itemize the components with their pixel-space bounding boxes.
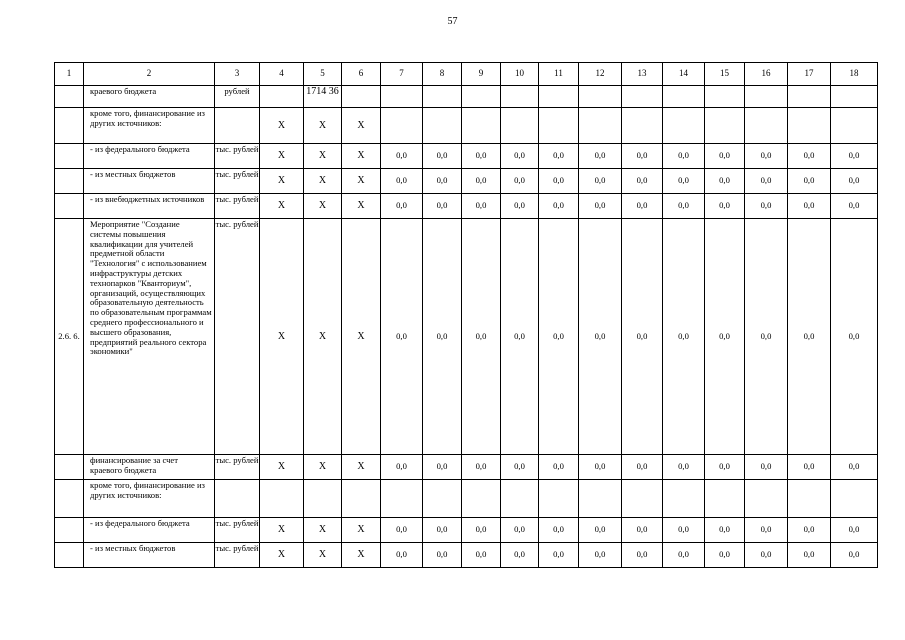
value-cell: 0,0 bbox=[501, 518, 539, 543]
value-cell: 0,0 bbox=[831, 194, 878, 219]
value-cell: 0,0 bbox=[423, 144, 462, 169]
header-cell: 6 bbox=[342, 63, 381, 86]
header-cell: 17 bbox=[788, 63, 831, 86]
table-row bbox=[55, 144, 878, 169]
item-name-cell: кроме того, финансирование из других источников: bbox=[84, 480, 215, 518]
table-row bbox=[55, 480, 878, 518]
col4-cell: X bbox=[260, 455, 304, 480]
header-cell: 7 bbox=[381, 63, 423, 86]
item-name-cell: - из федерального бюджета bbox=[84, 144, 215, 169]
item-code-cell bbox=[55, 543, 84, 568]
value-cell: 0,0 bbox=[663, 543, 705, 568]
value-cell: 0,0 bbox=[663, 219, 705, 455]
unit-cell: тыс. рублей bbox=[215, 144, 260, 169]
item-code-cell: 2.6. 6. bbox=[55, 219, 84, 455]
item-name-cell: Мероприятие "Создание системы повышения квалификации для учителей предметной области "Технология" с использованием инфраструктуры детских технопарков "Кванториум", организаций, осуществляющих образовательную деятельность по образовательным программам среднего профессионального и высшего образования, предприятий реального сектора экономики" bbox=[84, 219, 215, 455]
value-cell: 0,0 bbox=[462, 518, 501, 543]
header-cell: 12 bbox=[579, 63, 622, 86]
col5-cell: X bbox=[304, 169, 342, 194]
col6-cell: X bbox=[342, 455, 381, 480]
value-cell bbox=[539, 86, 579, 108]
value-cell: 0,0 bbox=[423, 194, 462, 219]
header-cell: 3 bbox=[215, 63, 260, 86]
item-code-cell bbox=[55, 144, 84, 169]
value-cell: 0,0 bbox=[663, 194, 705, 219]
value-cell: 0,0 bbox=[622, 144, 663, 169]
value-cell: 0,0 bbox=[622, 194, 663, 219]
value-cell bbox=[622, 108, 663, 144]
value-cell: 0,0 bbox=[579, 543, 622, 568]
value-cell bbox=[539, 108, 579, 144]
value-cell: 0,0 bbox=[705, 518, 745, 543]
table-row bbox=[55, 518, 878, 543]
unit-cell: тыс. рублей bbox=[215, 169, 260, 194]
col6-cell: X bbox=[342, 169, 381, 194]
header-cell: 9 bbox=[462, 63, 501, 86]
value-cell: 0,0 bbox=[423, 518, 462, 543]
value-cell bbox=[423, 480, 462, 518]
value-cell bbox=[831, 86, 878, 108]
value-cell bbox=[745, 108, 788, 144]
col5-cell: X bbox=[304, 108, 342, 144]
value-cell bbox=[705, 86, 745, 108]
value-cell: 0,0 bbox=[831, 455, 878, 480]
value-cell: 0,0 bbox=[745, 194, 788, 219]
value-cell bbox=[462, 86, 501, 108]
unit-cell: тыс. рублей bbox=[215, 518, 260, 543]
value-cell bbox=[788, 108, 831, 144]
table-row bbox=[55, 86, 878, 108]
value-cell bbox=[381, 480, 423, 518]
value-cell: 0,0 bbox=[501, 455, 539, 480]
value-cell bbox=[381, 86, 423, 108]
value-cell bbox=[579, 108, 622, 144]
value-cell: 0,0 bbox=[831, 518, 878, 543]
item-code-cell bbox=[55, 86, 84, 108]
value-cell: 0,0 bbox=[539, 169, 579, 194]
item-name-cell: - из внебюджетных источников bbox=[84, 194, 215, 219]
col6-cell: X bbox=[342, 108, 381, 144]
value-cell: 0,0 bbox=[705, 194, 745, 219]
col4-cell: X bbox=[260, 543, 304, 568]
value-cell: 0,0 bbox=[705, 219, 745, 455]
item-code-cell bbox=[55, 518, 84, 543]
value-cell: 0,0 bbox=[501, 194, 539, 219]
item-name-cell: краевого бюджета bbox=[84, 86, 215, 108]
col4-cell bbox=[260, 86, 304, 108]
value-cell: 0,0 bbox=[622, 518, 663, 543]
value-cell: 0,0 bbox=[501, 543, 539, 568]
col6-cell: X bbox=[342, 194, 381, 219]
value-cell: 0,0 bbox=[622, 219, 663, 455]
value-cell bbox=[462, 108, 501, 144]
value-cell: 0,0 bbox=[381, 194, 423, 219]
header-cell: 4 bbox=[260, 63, 304, 86]
table-row bbox=[55, 169, 878, 194]
value-cell: 0,0 bbox=[579, 169, 622, 194]
value-cell: 0,0 bbox=[622, 169, 663, 194]
value-cell bbox=[501, 480, 539, 518]
col5-cell: X bbox=[304, 455, 342, 480]
value-cell: 0,0 bbox=[539, 219, 579, 455]
unit-cell bbox=[215, 108, 260, 144]
value-cell bbox=[831, 108, 878, 144]
value-cell: 0,0 bbox=[788, 219, 831, 455]
item-name-cell: - из федерального бюджета bbox=[84, 518, 215, 543]
header-cell: 5 bbox=[304, 63, 342, 86]
value-cell: 0,0 bbox=[745, 518, 788, 543]
table-row bbox=[55, 219, 878, 455]
col5-cell: X bbox=[304, 194, 342, 219]
col6-cell: X bbox=[342, 543, 381, 568]
value-cell: 0,0 bbox=[423, 219, 462, 455]
value-cell: 0,0 bbox=[831, 169, 878, 194]
table-row bbox=[55, 455, 878, 480]
value-cell: 0,0 bbox=[788, 194, 831, 219]
value-cell: 0,0 bbox=[381, 543, 423, 568]
col4-cell: X bbox=[260, 518, 304, 543]
value-cell: 0,0 bbox=[539, 194, 579, 219]
value-cell: 0,0 bbox=[423, 455, 462, 480]
item-code-cell bbox=[55, 169, 84, 194]
value-cell: 0,0 bbox=[663, 518, 705, 543]
item-name-cell: - из местных бюджетов bbox=[84, 169, 215, 194]
unit-cell: рублей bbox=[215, 86, 260, 108]
header-cell: 18 bbox=[831, 63, 878, 86]
col5-cell: X bbox=[304, 144, 342, 169]
value-cell: 0,0 bbox=[539, 144, 579, 169]
value-cell bbox=[788, 86, 831, 108]
value-cell bbox=[705, 480, 745, 518]
value-cell: 0,0 bbox=[539, 455, 579, 480]
item-name-cell: кроме того, финансирование из других источников: bbox=[84, 108, 215, 144]
col5-cell: 1714 36 bbox=[304, 86, 342, 108]
value-cell: 0,0 bbox=[423, 169, 462, 194]
value-cell: 0,0 bbox=[462, 219, 501, 455]
unit-cell: тыс. рублей bbox=[215, 455, 260, 480]
unit-cell: тыс. рублей bbox=[215, 194, 260, 219]
value-cell: 0,0 bbox=[381, 455, 423, 480]
unit-cell bbox=[215, 480, 260, 518]
value-cell bbox=[622, 86, 663, 108]
value-cell bbox=[579, 480, 622, 518]
value-cell: 0,0 bbox=[381, 169, 423, 194]
col6-cell: X bbox=[342, 219, 381, 455]
item-code-cell bbox=[55, 194, 84, 219]
value-cell: 0,0 bbox=[663, 169, 705, 194]
value-cell: 0,0 bbox=[705, 169, 745, 194]
header-cell: 1 bbox=[55, 63, 84, 86]
value-cell: 0,0 bbox=[663, 144, 705, 169]
header-cell: 13 bbox=[622, 63, 663, 86]
value-cell bbox=[622, 480, 663, 518]
header-cell: 14 bbox=[663, 63, 705, 86]
value-cell: 0,0 bbox=[381, 219, 423, 455]
value-cell bbox=[745, 86, 788, 108]
header-cell: 8 bbox=[423, 63, 462, 86]
value-cell: 0,0 bbox=[579, 518, 622, 543]
col6-cell: X bbox=[342, 518, 381, 543]
value-cell: 0,0 bbox=[462, 169, 501, 194]
value-cell bbox=[579, 86, 622, 108]
header-cell: 15 bbox=[705, 63, 745, 86]
value-cell: 0,0 bbox=[831, 144, 878, 169]
item-code-cell bbox=[55, 480, 84, 518]
value-cell bbox=[423, 86, 462, 108]
value-cell bbox=[462, 480, 501, 518]
value-cell: 0,0 bbox=[788, 169, 831, 194]
value-cell: 0,0 bbox=[381, 518, 423, 543]
value-cell: 0,0 bbox=[501, 144, 539, 169]
header-cell: 11 bbox=[539, 63, 579, 86]
page-number: 57 bbox=[447, 16, 458, 27]
value-cell: 0,0 bbox=[381, 144, 423, 169]
value-cell bbox=[501, 108, 539, 144]
value-cell: 0,0 bbox=[501, 219, 539, 455]
value-cell: 0,0 bbox=[705, 455, 745, 480]
item-code-cell bbox=[55, 108, 84, 144]
value-cell: 0,0 bbox=[745, 219, 788, 455]
table-row bbox=[55, 108, 878, 144]
header-cell: 10 bbox=[501, 63, 539, 86]
table-row bbox=[55, 194, 878, 219]
value-cell: 0,0 bbox=[462, 194, 501, 219]
col4-cell: X bbox=[260, 108, 304, 144]
col4-cell: X bbox=[260, 194, 304, 219]
value-cell: 0,0 bbox=[579, 455, 622, 480]
value-cell: 0,0 bbox=[462, 455, 501, 480]
header-cell: 2 bbox=[84, 63, 215, 86]
value-cell: 0,0 bbox=[745, 169, 788, 194]
value-cell: 0,0 bbox=[539, 543, 579, 568]
value-cell: 0,0 bbox=[622, 455, 663, 480]
header-cell: 16 bbox=[745, 63, 788, 86]
value-cell: 0,0 bbox=[663, 455, 705, 480]
value-cell bbox=[423, 108, 462, 144]
value-cell: 0,0 bbox=[705, 543, 745, 568]
value-cell: 0,0 bbox=[745, 455, 788, 480]
item-name-cell: финансирование за счет краевого бюджета bbox=[84, 455, 215, 480]
value-cell: 0,0 bbox=[705, 144, 745, 169]
col6-cell bbox=[342, 86, 381, 108]
unit-cell: тыс. рублей bbox=[215, 543, 260, 568]
value-cell: 0,0 bbox=[745, 543, 788, 568]
col6-cell: X bbox=[342, 144, 381, 169]
col6-cell bbox=[342, 480, 381, 518]
value-cell bbox=[788, 480, 831, 518]
item-code-cell bbox=[55, 455, 84, 480]
value-cell bbox=[745, 480, 788, 518]
item-name-cell: - из местных бюджетов bbox=[84, 543, 215, 568]
value-cell bbox=[705, 108, 745, 144]
header-row bbox=[55, 63, 878, 86]
value-cell: 0,0 bbox=[579, 219, 622, 455]
value-cell bbox=[663, 108, 705, 144]
col5-cell bbox=[304, 480, 342, 518]
col4-cell: X bbox=[260, 144, 304, 169]
value-cell bbox=[663, 86, 705, 108]
value-cell: 0,0 bbox=[501, 169, 539, 194]
value-cell: 0,0 bbox=[462, 543, 501, 568]
value-cell: 0,0 bbox=[788, 455, 831, 480]
value-cell: 0,0 bbox=[788, 144, 831, 169]
col5-cell: X bbox=[304, 518, 342, 543]
value-cell: 0,0 bbox=[831, 543, 878, 568]
value-cell bbox=[501, 86, 539, 108]
value-cell bbox=[539, 480, 579, 518]
col4-cell: X bbox=[260, 169, 304, 194]
table-row bbox=[55, 543, 878, 568]
value-cell bbox=[663, 480, 705, 518]
col4-cell bbox=[260, 480, 304, 518]
value-cell: 0,0 bbox=[788, 518, 831, 543]
value-cell: 0,0 bbox=[622, 543, 663, 568]
budget-table bbox=[54, 62, 878, 568]
value-cell: 0,0 bbox=[788, 543, 831, 568]
value-cell: 0,0 bbox=[831, 219, 878, 455]
value-cell: 0,0 bbox=[423, 543, 462, 568]
value-cell: 0,0 bbox=[579, 194, 622, 219]
value-cell: 0,0 bbox=[539, 518, 579, 543]
unit-cell: тыс. рублей bbox=[215, 219, 260, 455]
value-cell: 0,0 bbox=[462, 144, 501, 169]
value-cell: 0,0 bbox=[745, 144, 788, 169]
value-cell bbox=[831, 480, 878, 518]
col5-cell: X bbox=[304, 543, 342, 568]
col5-cell: X bbox=[304, 219, 342, 455]
value-cell bbox=[381, 108, 423, 144]
value-cell: 0,0 bbox=[579, 144, 622, 169]
col4-cell: X bbox=[260, 219, 304, 455]
